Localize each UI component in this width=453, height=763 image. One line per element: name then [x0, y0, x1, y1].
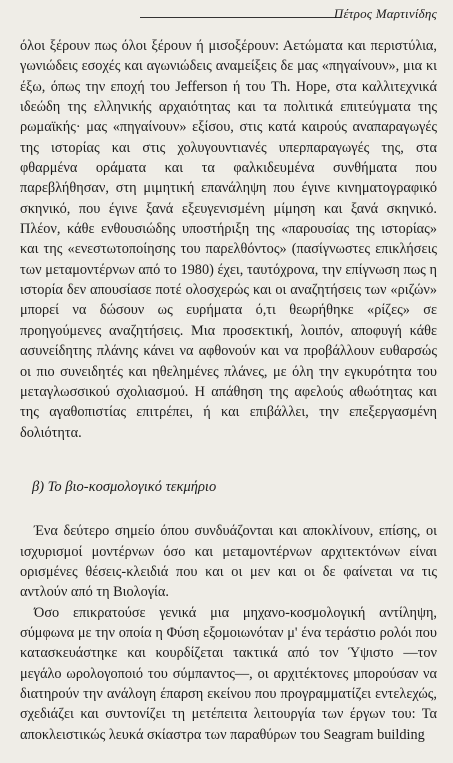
body-paragraph: Ένα δεύτερο σημείο όπου συνδυάζονται και αποκλίνουν, επίσης, οι ισχυρισμοί μοντέρνων όσο και μεταμοντέρνων αρχιτεκτόνων είναι ορισμένες θέσεις-κλειδιά που και οι μεν και οι δε φαίνεται να τις αντλούν από τη Βιολογία.: [20, 523, 437, 601]
page-body: [20, 36, 437, 745]
body-paragraph: όλοι ξέρουν πως όλοι ξέρουν ή μισοξέρουν: Αετώματα και περιστύλια, γωνιώδεις εσοχές και αγωνιώδεις αναμείξεις δε μας «πηγαίνουν», μια κι έξω, όπως την εποχή του Jefferson ή του Th. Hope, στα καλλιτεχνικά ιδεώδη της ελληνικής αρχαιότητας και τα πολιτικά επιτεύγματα της ρωμαϊκής· μας «πηγαίνουν» εξίσου, στις κατά καιρούς αναπαραγωγές της ιστορίας και στις χολυγουντιανές υπερπαραγωγές της, στα φθαρμένα οράματα και τα φαλκιδευμένα συνθήματα που παρεβλήθησαν, στη μιμητική επανάληψη που έγινε κινηματογραφικό σκηνικό, που έγινε ξανά εξευγενισμένη μίμηση και ξανά σκηνικό. Πλέον, κάθε ενθουσιώδης υποστήριξη της «παρουσίας της ιστορίας» και της «ενεστωτοποίησης του παρελθόντος» (πασίγνωστες επικλήσεις των μεταμοντέρνων από το 1980) έχει, ταυτόχρονα, την επίγνωση πως η ιστορία δεν απουσίασε ποτέ ολοσχερώς και οι αναζητήσεις των «ριζών» μπορεί να δώσουν ως ευρήματα ό,τι θεωρήθηκε «ρίζες» σε προηγούμενες αναζητήσεις. Μια προσεκτική, λοιπόν, αποφυγή κάθε ασυνείδητης πλάνης κάνει να αφθονούν και να προβάλλουν ευθαρσώς οι πιο συνειδητές και ηθελημένες πλάνες, με όλη την εγκυρότητα του μεταγλωσσικού σχολιασμού. Η απάθηση της αφελούς αθωότητας και της αγαθοπιστίας επιτρέπει, ή και επιβάλλει, την επεξεργασμένη δολιότητα.: [20, 38, 437, 441]
running-head: Πέτρος Μαρτινίδης: [333, 6, 437, 21]
body-paragraph: Όσο επικρατούσε γενικά μια μηχανο-κοσμολογική αντίληψη, σύμφωνα με την οποία η Φύση εξομοιωνόταν μ' ένα τεράστιο ρολόι που κατασκευάστηκε και κουρδίζεται τακτικά από τον Ύψιστο —τον μεγάλο ωρολογοποιό του σύμπαντος—, οι αρχιτέκτονες μπορούσαν να διατηρούν την ανάλογη έπαρση εκείνου που προγραμματίζει εντελεχώς, σχεδιάζει και συντονίζει τη μετέπειτα λειτουργία των έργων του: Τα αποκλειστικώς λευκά σκίαστρα των παραθύρων του Seagram building: [20, 604, 437, 743]
header-rule: [140, 17, 341, 18]
section-title: β) Το βιο-κοσμολογικό τεκμήριο: [32, 478, 217, 495]
page-header: [20, 4, 437, 26]
